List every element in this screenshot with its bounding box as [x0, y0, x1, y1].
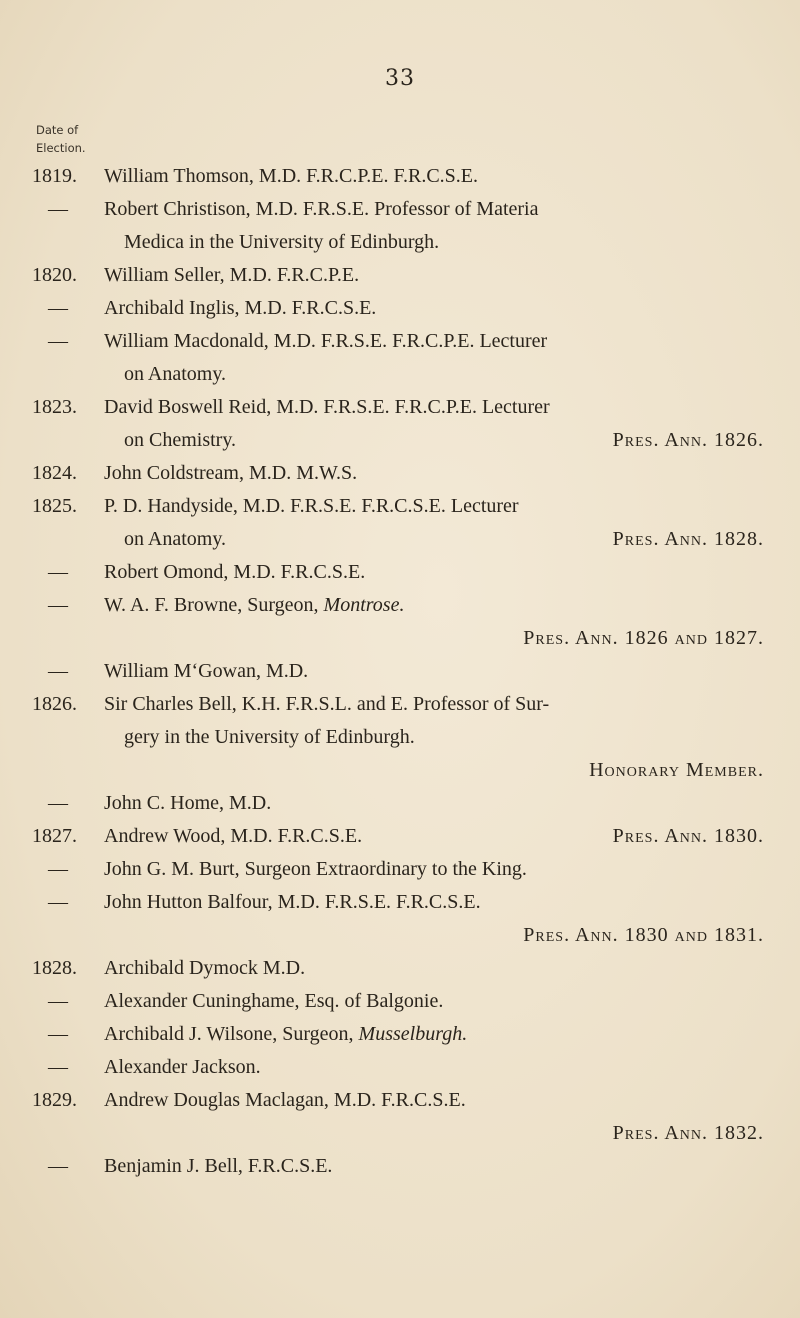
- entry-line: [104, 820, 772, 853]
- member-entry: [32, 193, 772, 259]
- member-entry: [32, 1018, 772, 1051]
- member-description: [104, 853, 772, 886]
- election-year: 1829.: [32, 1089, 77, 1111]
- member-description: [104, 787, 772, 820]
- entry-line: [104, 1051, 772, 1084]
- member-description: [104, 259, 772, 292]
- election-year: —: [48, 330, 68, 352]
- election-year: —: [48, 660, 68, 682]
- entry-line: [104, 787, 772, 820]
- entry-line-text: W. A. F. Browne, Surgeon,: [104, 594, 319, 616]
- member-entry: [32, 853, 772, 886]
- entry-line: [104, 556, 772, 589]
- entry-line: [104, 457, 772, 490]
- member-description: [104, 820, 772, 853]
- entry-line-text: on Anatomy.: [124, 363, 227, 385]
- entry-line: [104, 1018, 772, 1051]
- entry-line: [104, 325, 772, 358]
- election-year: —: [48, 990, 68, 1012]
- member-description: [104, 292, 772, 325]
- entry-line-text: John Coldstream, M.D. M.W.S.: [104, 462, 358, 484]
- member-description: [104, 1150, 772, 1183]
- entry-line-text: William M‘Gowan, M.D.: [104, 660, 309, 682]
- entry-line-text: Robert Omond, M.D. F.R.C.S.E.: [104, 561, 366, 583]
- entry-line-text: Andrew Wood, M.D. F.R.C.S.E.: [104, 825, 363, 847]
- member-entry: [32, 292, 772, 325]
- entry-line: [104, 193, 772, 226]
- entry-line-text: Benjamin J. Bell, F.R.C.S.E.: [104, 1155, 333, 1177]
- member-entry: [32, 952, 772, 985]
- entry-line-text: John C. Home, M.D.: [104, 792, 272, 814]
- entry-line-text: John Hutton Balfour, M.D. F.R.S.E. F.R.C.S.E.: [104, 891, 481, 913]
- election-year: —: [48, 858, 68, 880]
- member-description: [104, 556, 772, 589]
- entry-line-text: William Seller, M.D. F.R.C.P.E.: [104, 264, 360, 286]
- member-entry: [32, 589, 772, 655]
- member-description: [104, 1084, 772, 1150]
- election-year: 1819.: [32, 165, 77, 187]
- member-entry: [32, 688, 772, 787]
- entry-line: [104, 952, 772, 985]
- entry-line: [104, 424, 772, 457]
- entry-line: [104, 226, 772, 259]
- entry-line-text: Archibald Dymock M.D.: [104, 957, 306, 979]
- entry-line: [104, 391, 772, 424]
- election-year: 1828.: [32, 957, 77, 979]
- member-entry: [32, 160, 772, 193]
- member-description: [104, 1051, 772, 1084]
- entry-line: [104, 886, 772, 919]
- entry-line-text: on Anatomy.: [124, 528, 227, 550]
- entry-line: [104, 853, 772, 886]
- entry-line: [104, 523, 772, 556]
- entry-line-text: John G. M. Burt, Surgeon Extraordinary to the King.: [104, 858, 527, 880]
- member-entry: [32, 325, 772, 391]
- member-description: [104, 490, 772, 556]
- entry-line-text: P. D. Handyside, M.D. F.R.S.E. F.R.C.S.E. Lecturer: [104, 495, 519, 517]
- election-year: —: [48, 198, 68, 220]
- member-entry: [32, 1084, 772, 1150]
- election-year: 1826.: [32, 693, 77, 715]
- entry-line-text: William Thomson, M.D. F.R.C.P.E. F.R.C.S.E.: [104, 165, 479, 187]
- member-description: [104, 193, 772, 259]
- column-header-line2: Election.: [36, 141, 86, 155]
- member-list: [32, 160, 772, 1183]
- election-year: 1820.: [32, 264, 77, 286]
- entry-line: [104, 259, 772, 292]
- entry-line-text: Robert Christison, M.D. F.R.S.E. Professor of Materia: [104, 198, 539, 220]
- election-year: 1827.: [32, 825, 77, 847]
- column-header-line1: Date of: [36, 123, 79, 137]
- entry-line: [104, 655, 772, 688]
- entry-line: [104, 358, 772, 391]
- presidency-note: Pres. Ann. 1828.: [612, 528, 764, 550]
- entry-line-text: on Chemistry.: [124, 429, 237, 451]
- election-year: 1824.: [32, 462, 77, 484]
- member-entry: [32, 886, 772, 952]
- column-header: [36, 121, 86, 157]
- page-number: 33: [385, 66, 415, 91]
- election-year: —: [48, 1056, 68, 1078]
- entry-line: [104, 985, 772, 1018]
- entry-line-text: Sir Charles Bell, K.H. F.R.S.L. and E. Professor of Sur-: [104, 693, 550, 715]
- entry-line: [104, 292, 772, 325]
- member-entry: [32, 490, 772, 556]
- member-description: [104, 688, 772, 787]
- election-year: —: [48, 891, 68, 913]
- entry-line-text: Archibald Inglis, M.D. F.R.C.S.E.: [104, 297, 377, 319]
- presidency-note: Pres. Ann. 1830.: [612, 825, 764, 847]
- member-entry: [32, 259, 772, 292]
- member-entry: [32, 457, 772, 490]
- election-year: —: [48, 594, 68, 616]
- entry-line-text: Alexander Jackson.: [104, 1056, 261, 1078]
- presidency-note: Pres. Ann. 1832.: [612, 1122, 764, 1144]
- entry-line: [104, 1150, 772, 1183]
- member-entry: [32, 655, 772, 688]
- entry-line-text: David Boswell Reid, M.D. F.R.S.E. F.R.C.P.E. Lecturer: [104, 396, 550, 418]
- place-name: Montrose.: [323, 594, 405, 616]
- member-description: [104, 160, 772, 193]
- election-year: 1823.: [32, 396, 77, 418]
- election-year: —: [48, 1155, 68, 1177]
- member-description: [104, 655, 772, 688]
- entry-line-text: William Macdonald, M.D. F.R.S.E. F.R.C.P.E. Lecturer: [104, 330, 548, 352]
- presidency-note: Pres. Ann. 1826.: [612, 429, 764, 451]
- presidency-note: Pres. Ann. 1826 and 1827.: [523, 627, 764, 649]
- member-entry: [32, 556, 772, 589]
- member-entry: [32, 1150, 772, 1183]
- entry-line-text: Archibald J. Wilsone, Surgeon,: [104, 1023, 354, 1045]
- member-entry: [32, 1051, 772, 1084]
- entry-line: [104, 490, 772, 523]
- member-entry: [32, 820, 772, 853]
- entry-line: [104, 589, 772, 622]
- entry-line-text: Alexander Cuninghame, Esq. of Balgonie.: [104, 990, 444, 1012]
- election-year: —: [48, 297, 68, 319]
- entry-line: [104, 1084, 772, 1117]
- election-year: —: [48, 561, 68, 583]
- member-description: [104, 985, 772, 1018]
- place-name: Musselburgh.: [358, 1023, 468, 1045]
- member-description: [104, 952, 772, 985]
- member-description: [104, 391, 772, 457]
- member-entry: [32, 391, 772, 457]
- entry-line-text: Medica in the University of Edinburgh.: [124, 231, 440, 253]
- member-description: [104, 589, 772, 655]
- entry-line: [104, 721, 772, 754]
- member-description: [104, 457, 772, 490]
- member-description: [104, 886, 772, 952]
- election-year: —: [48, 792, 68, 814]
- member-entry: [32, 787, 772, 820]
- member-description: [104, 1018, 772, 1051]
- entry-line: [104, 160, 772, 193]
- election-year: 1825.: [32, 495, 77, 517]
- member-description: [104, 325, 772, 391]
- entry-line: [104, 688, 772, 721]
- election-year: —: [48, 1023, 68, 1045]
- member-entry: [32, 985, 772, 1018]
- presidency-note: Pres. Ann. 1830 and 1831.: [523, 924, 764, 946]
- presidency-note: Honorary Member.: [589, 759, 764, 781]
- entry-line-text: Andrew Douglas Maclagan, M.D. F.R.C.S.E.: [104, 1089, 466, 1111]
- entry-line-text: gery in the University of Edinburgh.: [124, 726, 415, 748]
